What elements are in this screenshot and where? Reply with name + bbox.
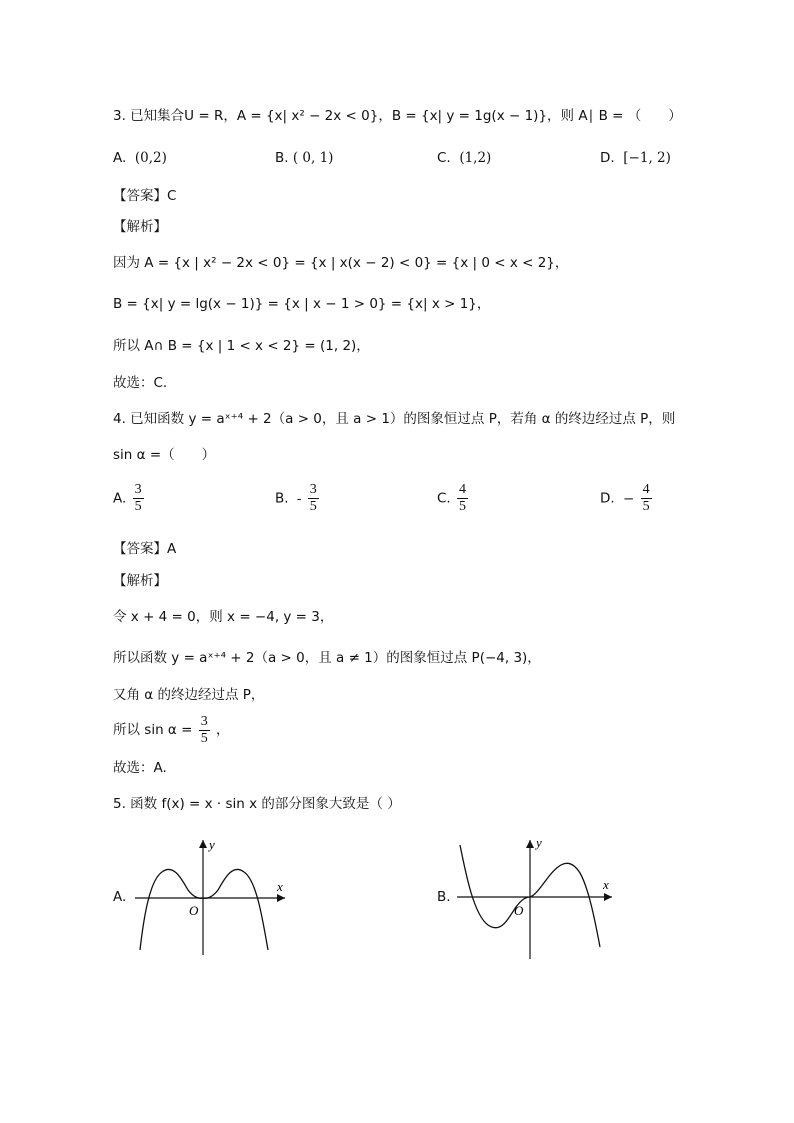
q3-conclusion: 故选：C. [113, 375, 168, 391]
q4-step-2: 所以函数 y = aˣ⁺⁴ + 2（a > 0，且 a ≠ 1）的图象恒过点 P(−4, 3)， [113, 650, 541, 666]
q4-stem-2: sin α =（ ） [113, 447, 216, 463]
q4-analysis-title: 【解析】 [113, 573, 167, 589]
q3-analysis-title: 【解析】 [113, 219, 167, 235]
x-axis-label: x [277, 879, 283, 894]
q3-step-1: 因为 A = {x | x² − 2x < 0} = {x | x(x − 2) < 0} = {x | 0 < x < 2}， [113, 255, 569, 271]
x-axis-arrow [277, 894, 285, 902]
q3-option-d: D. [−1, 2) [600, 150, 671, 166]
q3-step-3: 所以 A∩ B = {x | 1 < x < 2} = (1, 2)， [113, 338, 370, 354]
origin-label: O [189, 903, 199, 918]
q3-option-b: B. ( 0, 1) [275, 150, 334, 166]
q4-conclusion: 故选：A. [113, 760, 167, 776]
q3-option-a: A. (0,2) [113, 150, 167, 166]
q5-stem: 5. 函数 f(x) = x · sin x 的部分图象大致是（ ） [113, 796, 401, 812]
q5-graph-b [452, 835, 617, 963]
q5-graph-b-label: B. [437, 889, 451, 905]
x-axis-arrow [604, 893, 612, 901]
q5-graph-a-label: A. [113, 889, 127, 905]
q4-option-d: D. − $\frac{4}{5}$ [600, 482, 650, 514]
curve [140, 869, 268, 950]
q4-result: 所以 sin α = $\frac{3}{5}$ ， [113, 713, 230, 746]
q4-step-1: 令 x + 4 = 0，则 x = −4, y = 3， [113, 609, 334, 625]
origin-label: O [514, 903, 524, 918]
y-axis-arrow [526, 840, 534, 848]
q4-answer: 【答案】A [113, 541, 177, 557]
q4-option-c: C. $\frac{4}{5}$ [437, 482, 467, 514]
y-axis-label: y [536, 835, 542, 850]
y-axis-arrow [199, 840, 207, 848]
q4-option-b: B. - $\frac{3}{5}$ [275, 482, 317, 514]
y-axis-label: y [209, 837, 215, 852]
q4-option-a: A. $\frac{3}{5}$ [113, 482, 142, 514]
q3-option-c: C. (1,2) [437, 150, 492, 166]
q4-step-3: 又角 α 的终边经过点 P， [113, 687, 265, 703]
q3-answer: 【答案】C [113, 188, 177, 204]
x-axis-label: x [603, 877, 609, 892]
q3-step-2: B = {x| y = lg(x − 1)} = {x | x − 1 > 0} = {x| x > 1}， [113, 296, 491, 312]
q5-graph-a [130, 835, 290, 960]
q3-stem: 3. 已知集合U = R，A = {x| x² − 2x < 0}，B = {x| y = 1g(x − 1)}，则 A∣ B = （ ） [113, 108, 682, 124]
q4-stem: 4. 已知函数 y = aˣ⁺⁴ + 2（a > 0，且 a > 1）的图象恒过点 P，若角 α 的终边经过点 P，则 [113, 411, 676, 427]
